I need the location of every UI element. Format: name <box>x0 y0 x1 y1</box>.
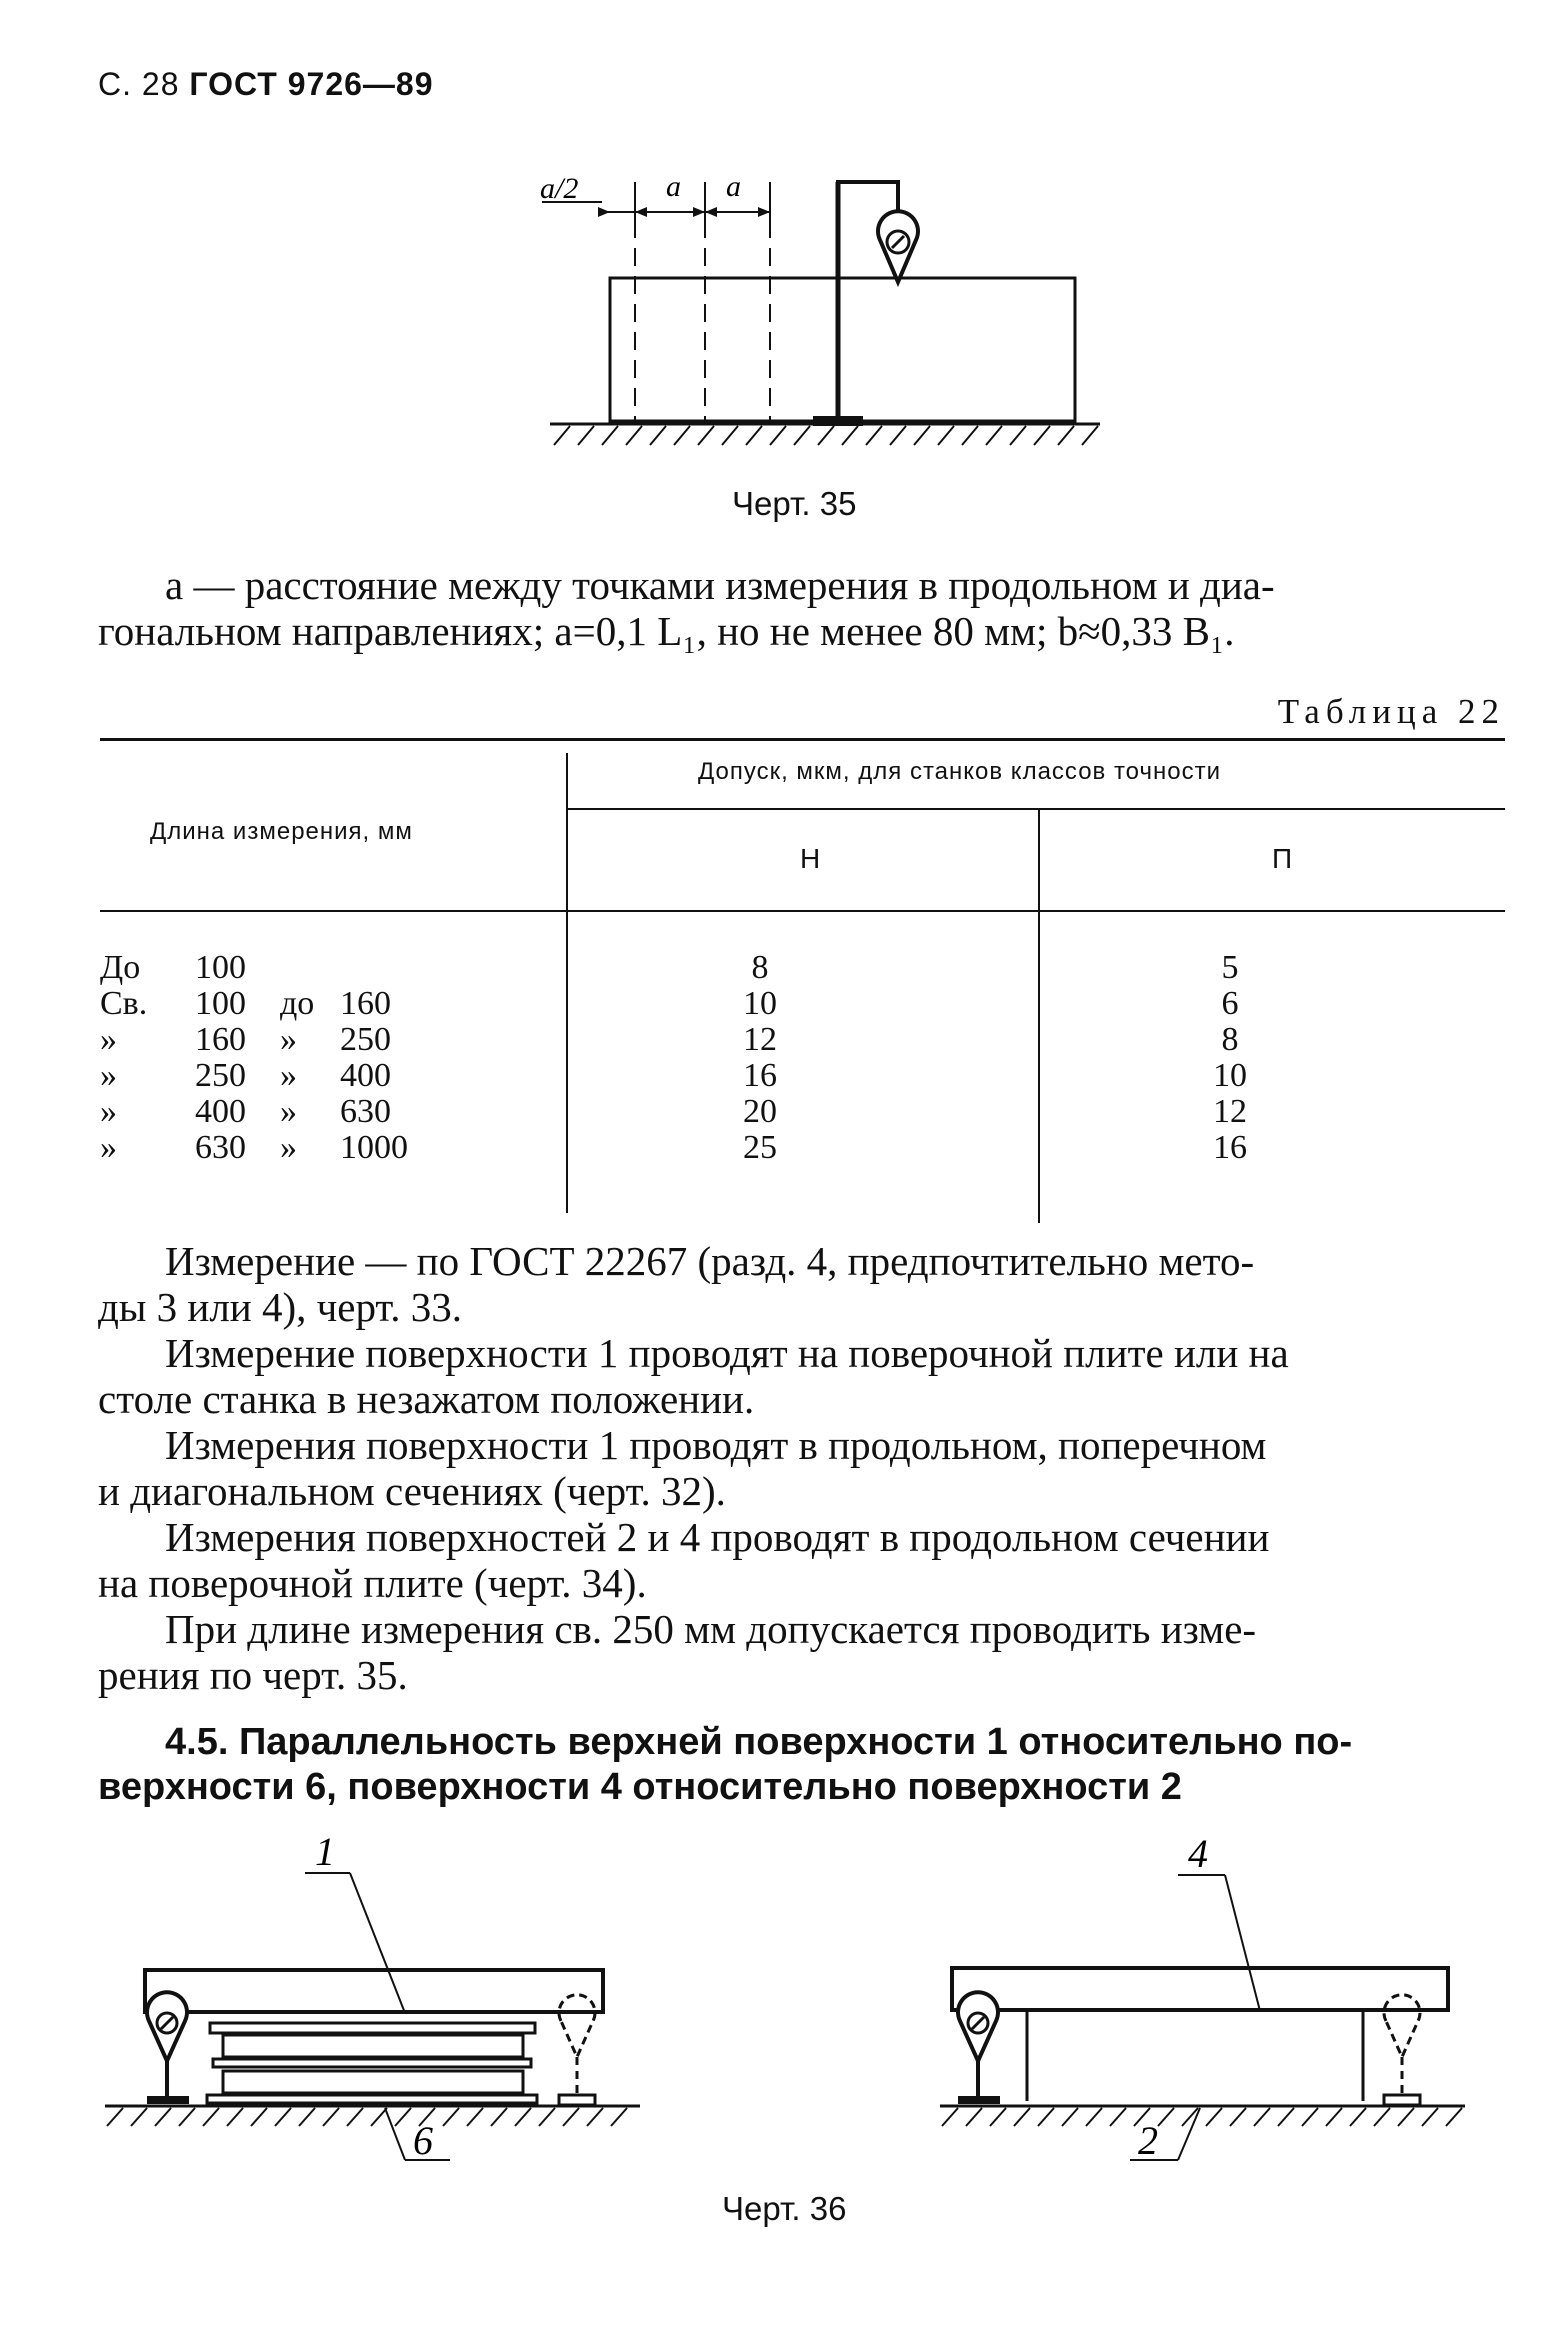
surface-1-label: 1 <box>315 1829 335 1874</box>
surface-6-label: 6 <box>413 2118 433 2163</box>
row-prefix: » <box>100 1057 117 1094</box>
tolerance-h: 16 <box>743 1057 777 1094</box>
table-row <box>100 1094 1505 1130</box>
section-line-1: 4.5. Параллельность верхней поверхности 1 относительно по- <box>165 1721 1353 1763</box>
section-line-2: верхности 6, поверхности 4 относительно поверхности 2 <box>98 1766 1182 1808</box>
body-line: При длине измерения св. 250 мм допускается проводить изме- <box>165 1606 1257 1652</box>
body-line: Измерение — по ГОСТ 22267 (разд. 4, предпочтительно мето- <box>165 1238 1255 1284</box>
row-from: 100 <box>195 985 246 1022</box>
row-to: 630 <box>340 1093 391 1130</box>
dim-a-label-1: a <box>666 170 681 203</box>
dim-a-half-label: a/2 <box>540 172 579 205</box>
table-name: Таблица 22 <box>1277 692 1505 731</box>
body-line: столе станка в незажатом положении. <box>98 1376 755 1422</box>
col-header-class-p: П <box>1272 843 1294 874</box>
tolerance-h: 10 <box>743 985 777 1022</box>
tolerance-p: 12 <box>1213 1093 1247 1130</box>
col-header-tolerance: Допуск, мкм, для станков классов точности <box>698 758 1222 785</box>
page-number: С. 28 <box>98 66 180 102</box>
row-prefix: » <box>100 1021 117 1058</box>
section-heading <box>98 1720 1518 1810</box>
body-text <box>98 1238 1508 1698</box>
body-line: и диагональном сечениях (черт. 32). <box>98 1468 726 1514</box>
figure-36-caption: Черт. 36 <box>722 2190 847 2227</box>
tolerance-p: 6 <box>1221 985 1239 1022</box>
tolerance-h: 20 <box>743 1093 777 1130</box>
table-row <box>100 986 1505 1022</box>
row-prefix: » <box>100 1093 117 1130</box>
row-separator: до <box>280 985 315 1022</box>
surface-2-label: 2 <box>1138 2118 1158 2163</box>
body-line: Измерения поверхности 1 проводят в продольном, поперечном <box>165 1422 1267 1468</box>
tolerance-p: 16 <box>1213 1129 1247 1166</box>
dim-a-label-2: a <box>726 170 741 203</box>
note-line-2: гональном направлениях; a=0,1 L₁, но не менее 80 мм; b≈0,33 B₁. <box>98 608 1235 654</box>
row-separator: » <box>280 1093 297 1130</box>
figure-36-right-base <box>940 2102 1480 2232</box>
row-from: 160 <box>195 1021 246 1058</box>
table-row <box>100 1130 1505 1166</box>
row-to: 250 <box>340 1021 391 1058</box>
dial-indicator-icon <box>147 1992 187 2061</box>
row-from: 250 <box>195 1057 246 1094</box>
body-line: Измерения поверхностей 2 и 4 проводят в продольном сечении <box>165 1514 1270 1560</box>
row-from: 400 <box>195 1093 246 1130</box>
row-prefix: » <box>100 1129 117 1166</box>
tolerance-p: 10 <box>1213 1057 1247 1094</box>
figure-35-caption: Черт. 35 <box>732 485 857 522</box>
tolerance-h: 12 <box>743 1021 777 1058</box>
figure-35 <box>540 170 1100 470</box>
tolerance-table <box>100 738 1505 1228</box>
standard-number: ГОСТ 9726—89 <box>189 66 434 102</box>
table-row <box>100 950 1505 986</box>
dial-indicator-icon <box>958 1992 998 2061</box>
col-header-class-h: Н <box>800 843 822 874</box>
dimension-note <box>165 562 1505 608</box>
row-separator: » <box>280 1057 297 1094</box>
row-prefix: До <box>100 949 141 986</box>
page-header <box>98 66 434 103</box>
row-to: 400 <box>340 1057 391 1094</box>
figure-36-right <box>940 1825 1480 2105</box>
dial-indicator-icon <box>878 211 918 282</box>
row-separator: » <box>280 1021 297 1058</box>
row-from: 100 <box>195 949 246 986</box>
figure-36-left <box>95 1825 655 2105</box>
table-row <box>100 1058 1505 1094</box>
tolerance-h: 8 <box>751 949 769 986</box>
tolerance-h: 25 <box>743 1129 777 1166</box>
figure-36-left-base <box>95 2102 655 2232</box>
row-to: 1000 <box>340 1129 408 1166</box>
surface-4-label: 4 <box>1188 1831 1208 1876</box>
row-to: 160 <box>340 985 391 1022</box>
row-separator: » <box>280 1129 297 1166</box>
tolerance-p: 8 <box>1221 1021 1239 1058</box>
body-line: Измерение поверхности 1 проводят на поверочной плите или на <box>165 1330 1289 1376</box>
dimension-note-cont <box>98 608 1508 654</box>
row-from: 630 <box>195 1129 246 1166</box>
row-prefix: Св. <box>100 985 148 1022</box>
col-header-length: Длина измерения, мм <box>150 818 413 845</box>
body-line: рения по черт. 35. <box>98 1652 408 1698</box>
table-row <box>100 1022 1505 1058</box>
tolerance-p: 5 <box>1221 949 1239 986</box>
body-line: ды 3 или 4), черт. 33. <box>98 1284 463 1330</box>
body-line: на поверочной плите (черт. 34). <box>98 1560 647 1606</box>
note-line-1: a — расстояние между точками измерения в продольном и диа- <box>165 562 1275 608</box>
